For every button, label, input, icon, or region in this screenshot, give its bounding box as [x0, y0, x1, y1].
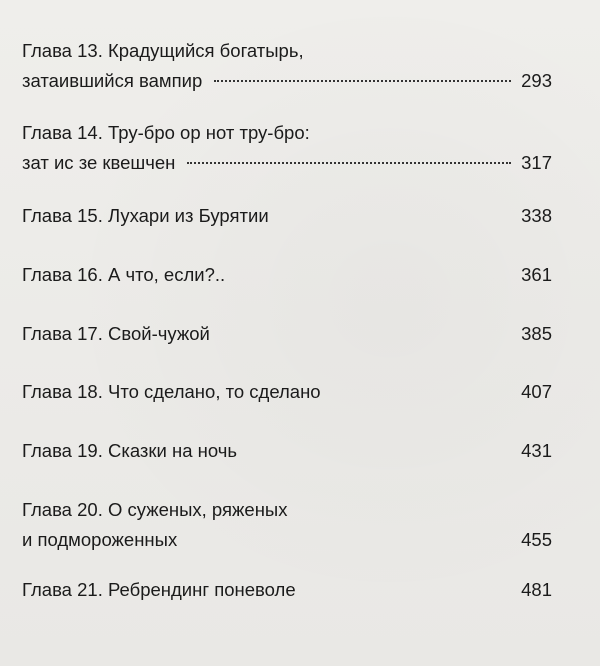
dot-leader: [308, 589, 512, 591]
page-number: 407: [521, 381, 552, 402]
dot-leader: [249, 450, 511, 452]
chapter-title: зат ис зе квешчен: [22, 152, 176, 173]
page-number: 455: [521, 529, 552, 550]
chapter-title: О суженых, ряженых: [107, 499, 288, 520]
chapter-title: и подмороженных: [22, 529, 178, 550]
chapter-number: Глава 18.: [22, 381, 103, 402]
dot-leader: [187, 162, 511, 164]
chapter-title: Лухари из Бурятии: [107, 205, 269, 226]
chapter-number: Глава 17.: [22, 323, 103, 344]
page-number: 317: [521, 152, 552, 173]
toc-entry[interactable]: [22, 260, 552, 290]
toc-entry[interactable]: [22, 377, 552, 407]
dot-leader: [214, 80, 511, 82]
chapter-title: Что сделано, то сделано: [107, 381, 321, 402]
page-number: 361: [521, 264, 552, 285]
chapter-title: затаившийся вампир: [22, 70, 203, 91]
dot-leader: [333, 391, 512, 393]
chapter-number: Глава 13.: [22, 40, 103, 61]
page-number: 338: [521, 205, 552, 226]
dot-leader: [222, 333, 511, 335]
chapter-title: Тру-бро ор нот тру-бро:: [107, 122, 310, 143]
toc-entry[interactable]: [22, 575, 552, 605]
toc-entry[interactable]: [22, 319, 552, 349]
toc-entry[interactable]: [22, 36, 552, 96]
page-number: 293: [521, 70, 552, 91]
chapter-title: Ребрендинг поневоле: [107, 579, 296, 600]
toc-entry[interactable]: [22, 436, 552, 466]
page-number: 431: [521, 440, 552, 461]
toc-entry[interactable]: [22, 118, 552, 178]
chapter-number: Глава 21.: [22, 579, 103, 600]
chapter-title: Свой-чужой: [107, 323, 210, 344]
toc-entry[interactable]: [22, 201, 552, 231]
chapter-number: Глава 16.: [22, 264, 103, 285]
dot-leader: [189, 539, 511, 541]
toc-entry[interactable]: [22, 495, 552, 555]
dot-leader: [281, 215, 511, 217]
page-number: 481: [521, 579, 552, 600]
chapter-title: А что, если?..: [107, 264, 226, 285]
chapter-number: Глава 14.: [22, 122, 103, 143]
chapter-title: Сказки на ночь: [107, 440, 237, 461]
chapter-number: Глава 19.: [22, 440, 103, 461]
page-number: 385: [521, 323, 552, 344]
chapter-title: Крадущийся богатырь,: [107, 40, 304, 61]
chapter-number: Глава 20.: [22, 499, 103, 520]
chapter-number: Глава 15.: [22, 205, 103, 226]
dot-leader: [237, 274, 511, 276]
